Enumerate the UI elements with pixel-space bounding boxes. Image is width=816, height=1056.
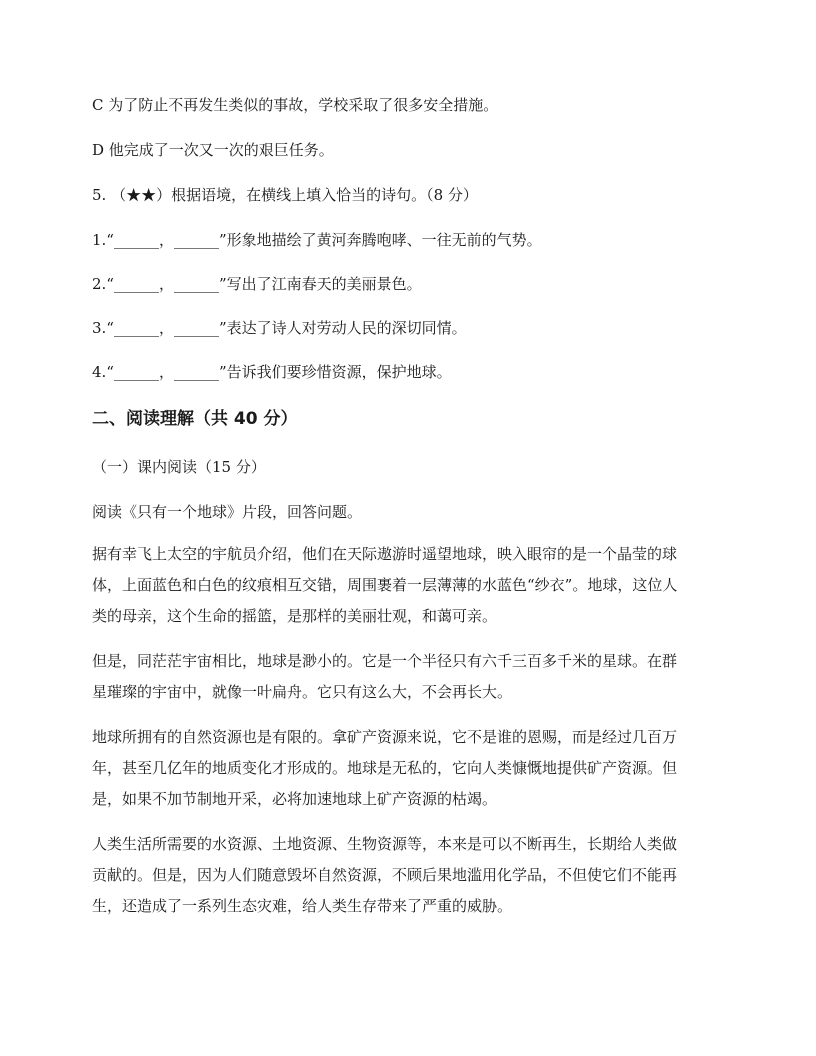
passage-line: 年，甚至几亿年的地质变化才形成的。地球是无私的，它向人类慷慨地提供矿产资源。但 (92, 759, 678, 777)
passage-paragraph-1 (92, 539, 726, 632)
passage-line: 体，上面蓝色和白色的纹痕相互交错，周围裹着一层薄薄的水蓝色“纱衣”。地球，这位人 (92, 576, 678, 594)
section-2-sub-heading: （一）课内阅读（15 分） (92, 458, 266, 476)
question-5-item-1: 1.“______，______”形象地描绘了黄河奔腾咆哮、一往无前的气势。 (92, 231, 542, 249)
passage-line: 是，如果不加节制地开采，必将加速地球上矿产资源的枯竭。 (92, 790, 498, 808)
passage-line: 类的母亲，这个生命的摇篮，是那样的美丽壮观，和蔼可亲。 (92, 607, 498, 625)
passage-paragraph-2 (92, 646, 726, 708)
passage-line: 星璀璨的宇宙中，就像一叶扁舟。它只有这么大，不会再长大。 (92, 683, 513, 701)
question-5-item-2: 2.“______，______”写出了江南春天的美丽景色。 (92, 275, 422, 293)
question-5-item-4: 4.“______，______”告诉我们要珍惜资源，保护地球。 (92, 363, 452, 381)
passage-line: 地球所拥有的自然资源也是有限的。拿矿产资源来说，它不是谁的恩赐，而是经过几百万 (92, 728, 678, 746)
section-2-heading: 二、阅读理解（共 40 分） (92, 409, 298, 429)
option-c: C 为了防止不再发生类似的事故，学校采取了很多安全措施。 (92, 96, 499, 114)
reading-instruction: 阅读《只有一个地球》片段，回答问题。 (92, 503, 363, 521)
option-d: D 他完成了一次又一次的艰巨任务。 (92, 141, 334, 159)
passage-line: 但是，同茫茫宇宙相比，地球是渺小的。它是一个半径只有六千三百多千米的星球。在群 (92, 652, 678, 670)
passage-line: 贡献的。但是，因为人们随意毁坏自然资源，不顾后果地滥用化学品，不但使它们不能再 (92, 866, 678, 884)
passage-line: 据有幸飞上太空的宇航员介绍，他们在天际遨游时遥望地球，映入眼帘的是一个晶莹的球 (92, 545, 678, 563)
question-5-title: 5. （★★）根据语境，在横线上填入恰当的诗句。（8 分） (92, 186, 478, 204)
passage-line: 生，还造成了一系列生态灾难，给人类生存带来了严重的威胁。 (92, 897, 513, 915)
passage-line: 人类生活所需要的水资源、土地资源、生物资源等，本来是可以不断再生，长期给人类做 (92, 835, 678, 853)
passage-paragraph-4 (92, 829, 726, 922)
passage-paragraph-3 (92, 722, 726, 815)
question-5-item-3: 3.“______，______”表达了诗人对劳动人民的深切同情。 (92, 319, 467, 337)
